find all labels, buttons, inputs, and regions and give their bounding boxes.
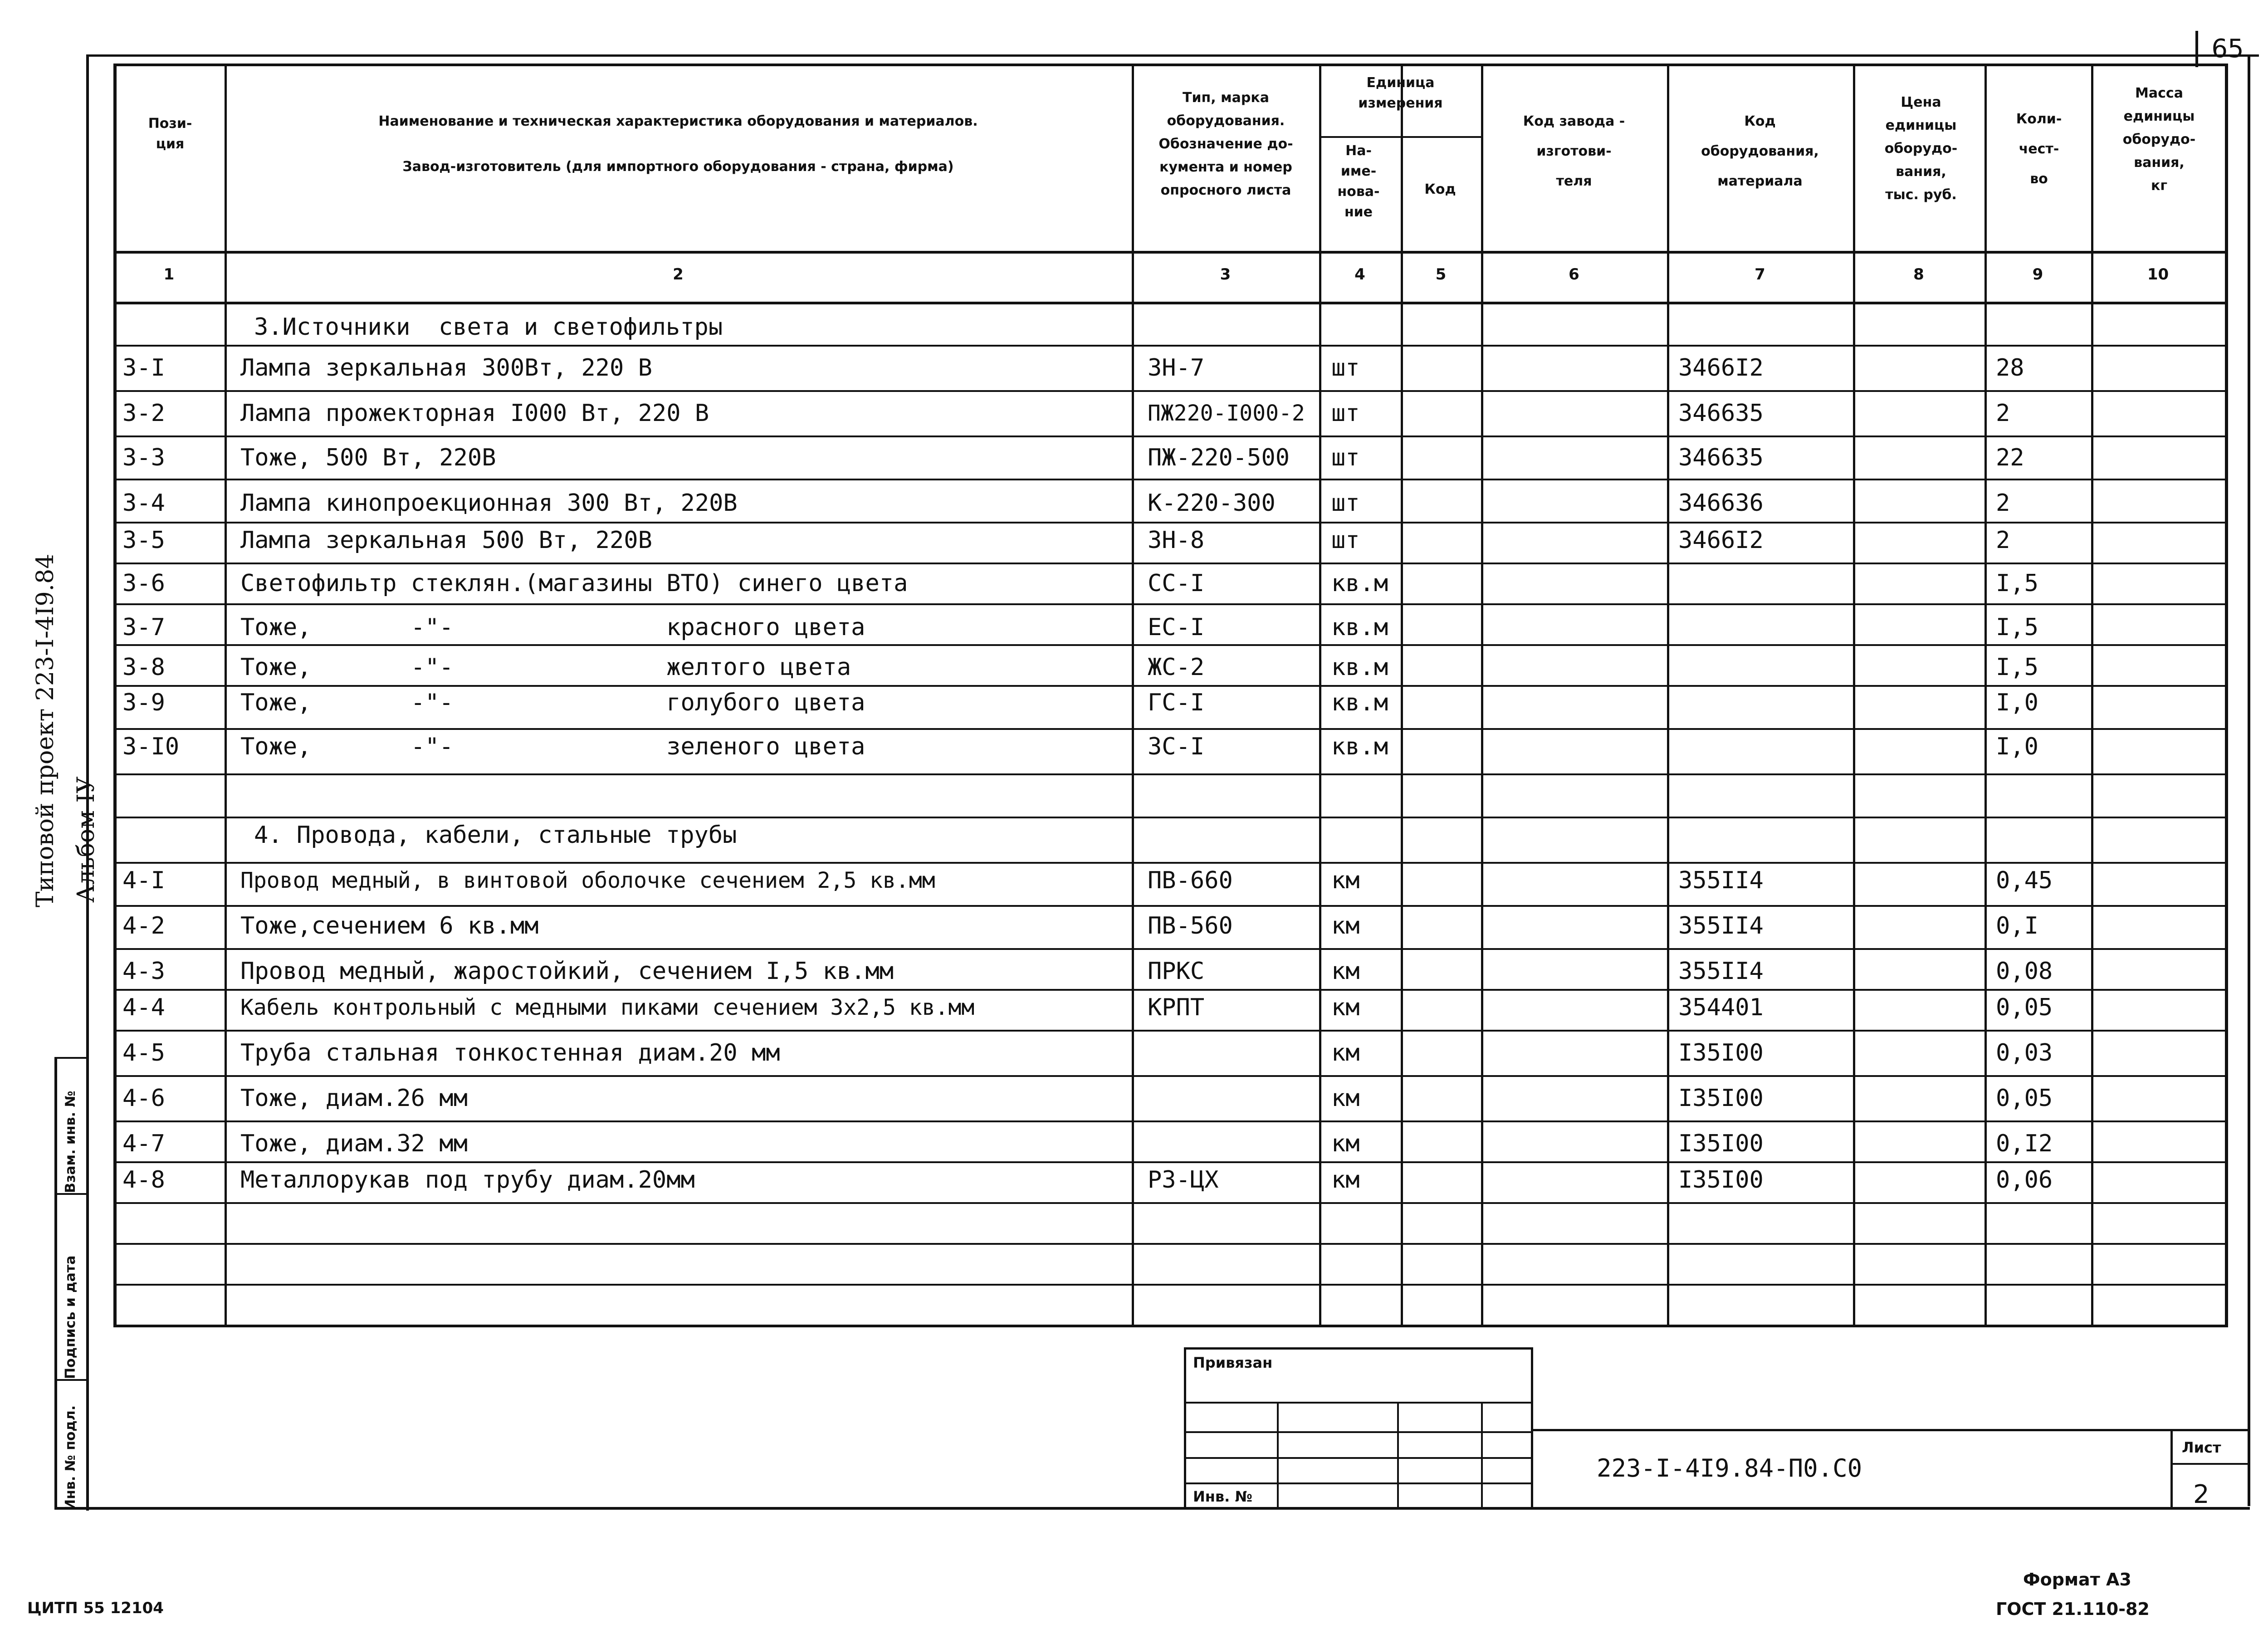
row-name: 3.Источники света и светофильтры — [254, 313, 723, 341]
row-position: 3-7 — [122, 614, 165, 641]
row-equipment-code: 3466I2 — [1678, 354, 1764, 382]
tb-rule — [1184, 1347, 1533, 1350]
column-number: 4 — [1354, 265, 1365, 284]
row-equipment-code: I35I00 — [1678, 1085, 1764, 1112]
row-quantity: 0,05 — [1996, 994, 2053, 1021]
stamp-label-signature: Подпись и дата — [63, 1255, 78, 1379]
row-unit: км — [1331, 1085, 1360, 1112]
row-rule — [113, 1075, 2228, 1077]
row-rule — [113, 1120, 2228, 1122]
footer-left-code: ЦИТП 55 12104 — [27, 1599, 164, 1617]
row-position: 4-2 — [122, 912, 165, 939]
row-position: 4-8 — [122, 1166, 165, 1194]
row-unit: км — [1331, 958, 1360, 985]
row-type: К-220-300 — [1148, 489, 1276, 517]
row-unit: кв.м — [1331, 654, 1388, 681]
row-name: Провод медный, жаростойкий, сечением I,5 кв.мм — [240, 958, 894, 985]
row-unit: км — [1331, 912, 1360, 939]
tb-rule — [1277, 1402, 1279, 1508]
row-unit: шт — [1331, 400, 1360, 427]
row-position: 3-2 — [122, 400, 165, 427]
row-quantity: I,5 — [1996, 614, 2038, 641]
header-unit: Единица измерения — [1358, 75, 1443, 111]
header-position: Пози- ция — [148, 116, 192, 152]
row-rule — [113, 773, 2228, 775]
row-name: Лампа прожекторная I000 Вт, 220 В — [240, 400, 709, 427]
header-type: Тип, марка оборудования. Обозначение до- кумента и номер опросного листа — [1158, 90, 1293, 198]
row-name: Тоже, диам.26 мм — [240, 1085, 468, 1112]
header-bottom-rule — [113, 251, 2228, 254]
tb-rule — [1531, 1429, 2250, 1431]
table-bottom-rule — [113, 1325, 2228, 1327]
bound-label: Привязан — [1193, 1354, 1273, 1371]
row-quantity: 0,05 — [1996, 1085, 2053, 1112]
row-equipment-code: 354401 — [1678, 994, 1764, 1021]
row-equipment-code: 355II4 — [1678, 958, 1764, 985]
row-name: 4. Провода, кабели, стальные трубы — [254, 822, 737, 849]
row-name: Лампа зеркальная 500 Вт, 220В — [240, 527, 652, 554]
row-type: ПЖ220-I000-2 — [1148, 401, 1305, 426]
table-top-rule — [113, 64, 2228, 66]
row-equipment-code: 346636 — [1678, 489, 1764, 517]
header-price: Цена единицы оборудо- вания, тыс. руб. — [1884, 94, 1958, 203]
row-unit: км — [1331, 1130, 1360, 1157]
row-unit: шт — [1331, 444, 1360, 471]
row-quantity: 22 — [1996, 444, 2024, 471]
stamp-divider — [54, 1379, 87, 1381]
tb-rule — [2170, 1429, 2173, 1508]
stamp-label-replace: Взам. инв. № — [63, 1091, 78, 1193]
column-number: 10 — [2147, 265, 2169, 284]
footer-format: Формат А3 — [2023, 1570, 2131, 1590]
header-unit-code: Код — [1424, 181, 1456, 197]
row-name: Лампа зеркальная 300Вт, 220 В — [240, 354, 652, 382]
column-number: 7 — [1755, 265, 1765, 284]
row-unit: кв.м — [1331, 570, 1388, 597]
tb-rule — [1397, 1402, 1399, 1508]
row-equipment-code: 346635 — [1678, 444, 1764, 471]
row-quantity: I,0 — [1996, 733, 2038, 760]
row-position: 4-3 — [122, 958, 165, 985]
row-name: Тоже, -"- зеленого цвета — [240, 733, 865, 760]
row-rule — [113, 522, 2228, 523]
side-album-text: Альбом IУ — [73, 776, 100, 903]
row-equipment-code: 346635 — [1678, 400, 1764, 427]
row-name: Металлорукав под трубу диам.20мм — [240, 1166, 695, 1194]
row-position: 3-8 — [122, 654, 165, 681]
row-rule — [113, 1202, 2228, 1204]
tb-rule — [2170, 1463, 2250, 1465]
row-type: ГС-I — [1148, 689, 1205, 716]
row-position: 3-4 — [122, 489, 165, 517]
inventory-label: Инв. № — [1193, 1488, 1252, 1505]
side-project-text: Типовой проект 223-I-4I9.84 — [32, 553, 59, 907]
row-unit: кв.м — [1331, 614, 1388, 641]
row-type: ЗН-7 — [1148, 354, 1205, 382]
row-equipment-code: I35I00 — [1678, 1039, 1764, 1067]
row-rule — [113, 1284, 2228, 1286]
row-rule — [113, 1243, 2228, 1245]
row-rule — [113, 603, 2228, 605]
header-name-line2: Завод-изготовитель (для импортного оборудования - страна, фирма) — [402, 159, 954, 175]
row-rule — [113, 435, 2228, 437]
column-number-bottom-rule — [113, 302, 2228, 304]
row-position: 4-4 — [122, 994, 165, 1021]
column-number: 9 — [2032, 265, 2043, 284]
header-unit-name: На- име- нова- ние — [1337, 143, 1380, 220]
row-unit: км — [1331, 1039, 1360, 1067]
row-equipment-code: 355II4 — [1678, 912, 1764, 939]
row-equipment-code: 355II4 — [1678, 867, 1764, 894]
row-rule — [113, 390, 2228, 392]
tb-rule — [1481, 1402, 1483, 1508]
row-position: 4-5 — [122, 1039, 165, 1067]
row-name: Труба стальная тонкостенная диам.20 мм — [240, 1039, 780, 1067]
header-quantity: Коли- чест- во — [2016, 111, 2062, 187]
row-type: ПРКС — [1148, 958, 1205, 985]
row-unit: км — [1331, 1166, 1360, 1194]
row-type: СС-I — [1148, 570, 1205, 597]
header-mass: Масса единицы оборудо- вания, кг — [2122, 85, 2196, 194]
row-unit: км — [1331, 994, 1360, 1021]
row-type: ЕС-I — [1148, 614, 1205, 641]
row-quantity: I,5 — [1996, 654, 2038, 681]
row-quantity: 0,08 — [1996, 958, 2053, 985]
row-type: ПВ-660 — [1148, 867, 1233, 894]
row-rule — [113, 563, 2228, 564]
stamp-left-rule — [54, 1057, 57, 1508]
column-number: 5 — [1435, 265, 1447, 284]
row-name: Провод медный, в винтовой оболочке сечением 2,5 кв.мм — [240, 868, 935, 893]
frame-top-rule — [86, 54, 2259, 57]
sheet-label: Лист — [2182, 1439, 2221, 1456]
row-quantity: 2 — [1996, 400, 2010, 427]
row-quantity: 0,03 — [1996, 1039, 2053, 1067]
row-quantity: I,5 — [1996, 570, 2038, 597]
column-number: 6 — [1569, 265, 1579, 284]
row-name: Тоже, диам.32 мм — [240, 1130, 468, 1157]
row-rule — [113, 989, 2228, 991]
row-name: Кабель контрольный с медными пиками сечением 3х2,5 кв.мм — [240, 995, 975, 1020]
row-quantity: 2 — [1996, 489, 2010, 517]
row-rule — [113, 1030, 2228, 1032]
row-quantity: 0,06 — [1996, 1166, 2053, 1194]
row-name: Тоже, -"- голубого цвета — [240, 689, 865, 716]
row-unit: км — [1331, 867, 1360, 894]
row-position: 3-9 — [122, 689, 165, 716]
stamp-label-inventory: Инв. № подл. — [63, 1405, 78, 1511]
row-name: Лампа кинопроекционная 300 Вт, 220В — [240, 489, 738, 517]
row-position: 4-7 — [122, 1130, 165, 1157]
column-number: 3 — [1220, 265, 1231, 284]
row-quantity: 0,45 — [1996, 867, 2053, 894]
footer-gost: ГОСТ 21.110-82 — [1996, 1599, 2150, 1619]
row-name: Тоже, -"- желтого цвета — [240, 654, 851, 681]
header-plant-code: Код завода - изготови- теля — [1523, 113, 1625, 189]
unit-split-rule — [1319, 136, 1481, 138]
row-quantity: I,0 — [1996, 689, 2038, 716]
row-unit: кв.м — [1331, 689, 1388, 716]
row-name: Тоже, 500 Вт, 220В — [240, 444, 496, 471]
row-rule — [113, 817, 2228, 818]
frame-right-rule — [2248, 54, 2250, 1506]
row-quantity: 0,I — [1996, 912, 2038, 939]
stamp-divider — [54, 1193, 87, 1195]
header-name-line1: Наименование и техническая характеристика оборудования и материалов. — [378, 113, 978, 129]
row-type: ПВ-560 — [1148, 912, 1233, 939]
frame-bottom-rule — [54, 1507, 2250, 1510]
row-type: ЗС-I — [1148, 733, 1205, 760]
row-quantity: 0,I2 — [1996, 1130, 2053, 1157]
row-equipment-code: 3466I2 — [1678, 527, 1764, 554]
row-position: 4-I — [122, 867, 165, 894]
row-rule — [113, 345, 2228, 347]
row-equipment-code: I35I00 — [1678, 1130, 1764, 1157]
row-type: КРПТ — [1148, 994, 1205, 1021]
header-equipment-code: Код оборудования, материала — [1701, 113, 1819, 189]
row-unit: шт — [1331, 354, 1360, 382]
stamp-top-rule — [54, 1057, 87, 1059]
row-type: ЗН-8 — [1148, 527, 1205, 554]
page-number: 65 — [2195, 31, 2257, 67]
row-quantity: 2 — [1996, 527, 2010, 554]
row-type: ЖС-2 — [1148, 654, 1205, 681]
row-position: 3-I0 — [122, 733, 180, 760]
row-name: Светофильтр стеклян.(магазины ВТО) синего цвета — [240, 570, 908, 597]
row-position: 3-3 — [122, 444, 165, 471]
row-rule — [113, 1161, 2228, 1163]
row-unit: шт — [1331, 489, 1360, 517]
row-name: Тоже, -"- красного цвета — [240, 614, 865, 641]
document-code: 223-I-4I9.84-П0.С0 — [1597, 1454, 1862, 1482]
row-rule — [113, 728, 2228, 730]
row-position: 4-6 — [122, 1085, 165, 1112]
row-rule — [113, 685, 2228, 687]
row-position: 3-I — [122, 354, 165, 382]
column-number: 2 — [673, 265, 684, 284]
sheet-number: 2 — [2193, 1480, 2209, 1509]
column-number: 1 — [163, 265, 175, 284]
row-quantity: 28 — [1996, 354, 2024, 382]
row-unit: кв.м — [1331, 733, 1388, 760]
row-rule — [113, 905, 2228, 907]
column-number: 8 — [1913, 265, 1924, 284]
row-position: 3-5 — [122, 527, 165, 554]
row-type: ПЖ-220-500 — [1148, 444, 1290, 471]
row-rule — [113, 862, 2228, 864]
row-name: Тоже,сечением 6 кв.мм — [240, 912, 539, 939]
row-type: РЗ-ЦХ — [1148, 1166, 1219, 1194]
row-rule — [113, 479, 2228, 480]
row-rule — [113, 948, 2228, 950]
row-equipment-code: I35I00 — [1678, 1166, 1764, 1194]
row-unit: шт — [1331, 527, 1360, 554]
row-position: 3-6 — [122, 570, 165, 597]
row-rule — [113, 644, 2228, 646]
